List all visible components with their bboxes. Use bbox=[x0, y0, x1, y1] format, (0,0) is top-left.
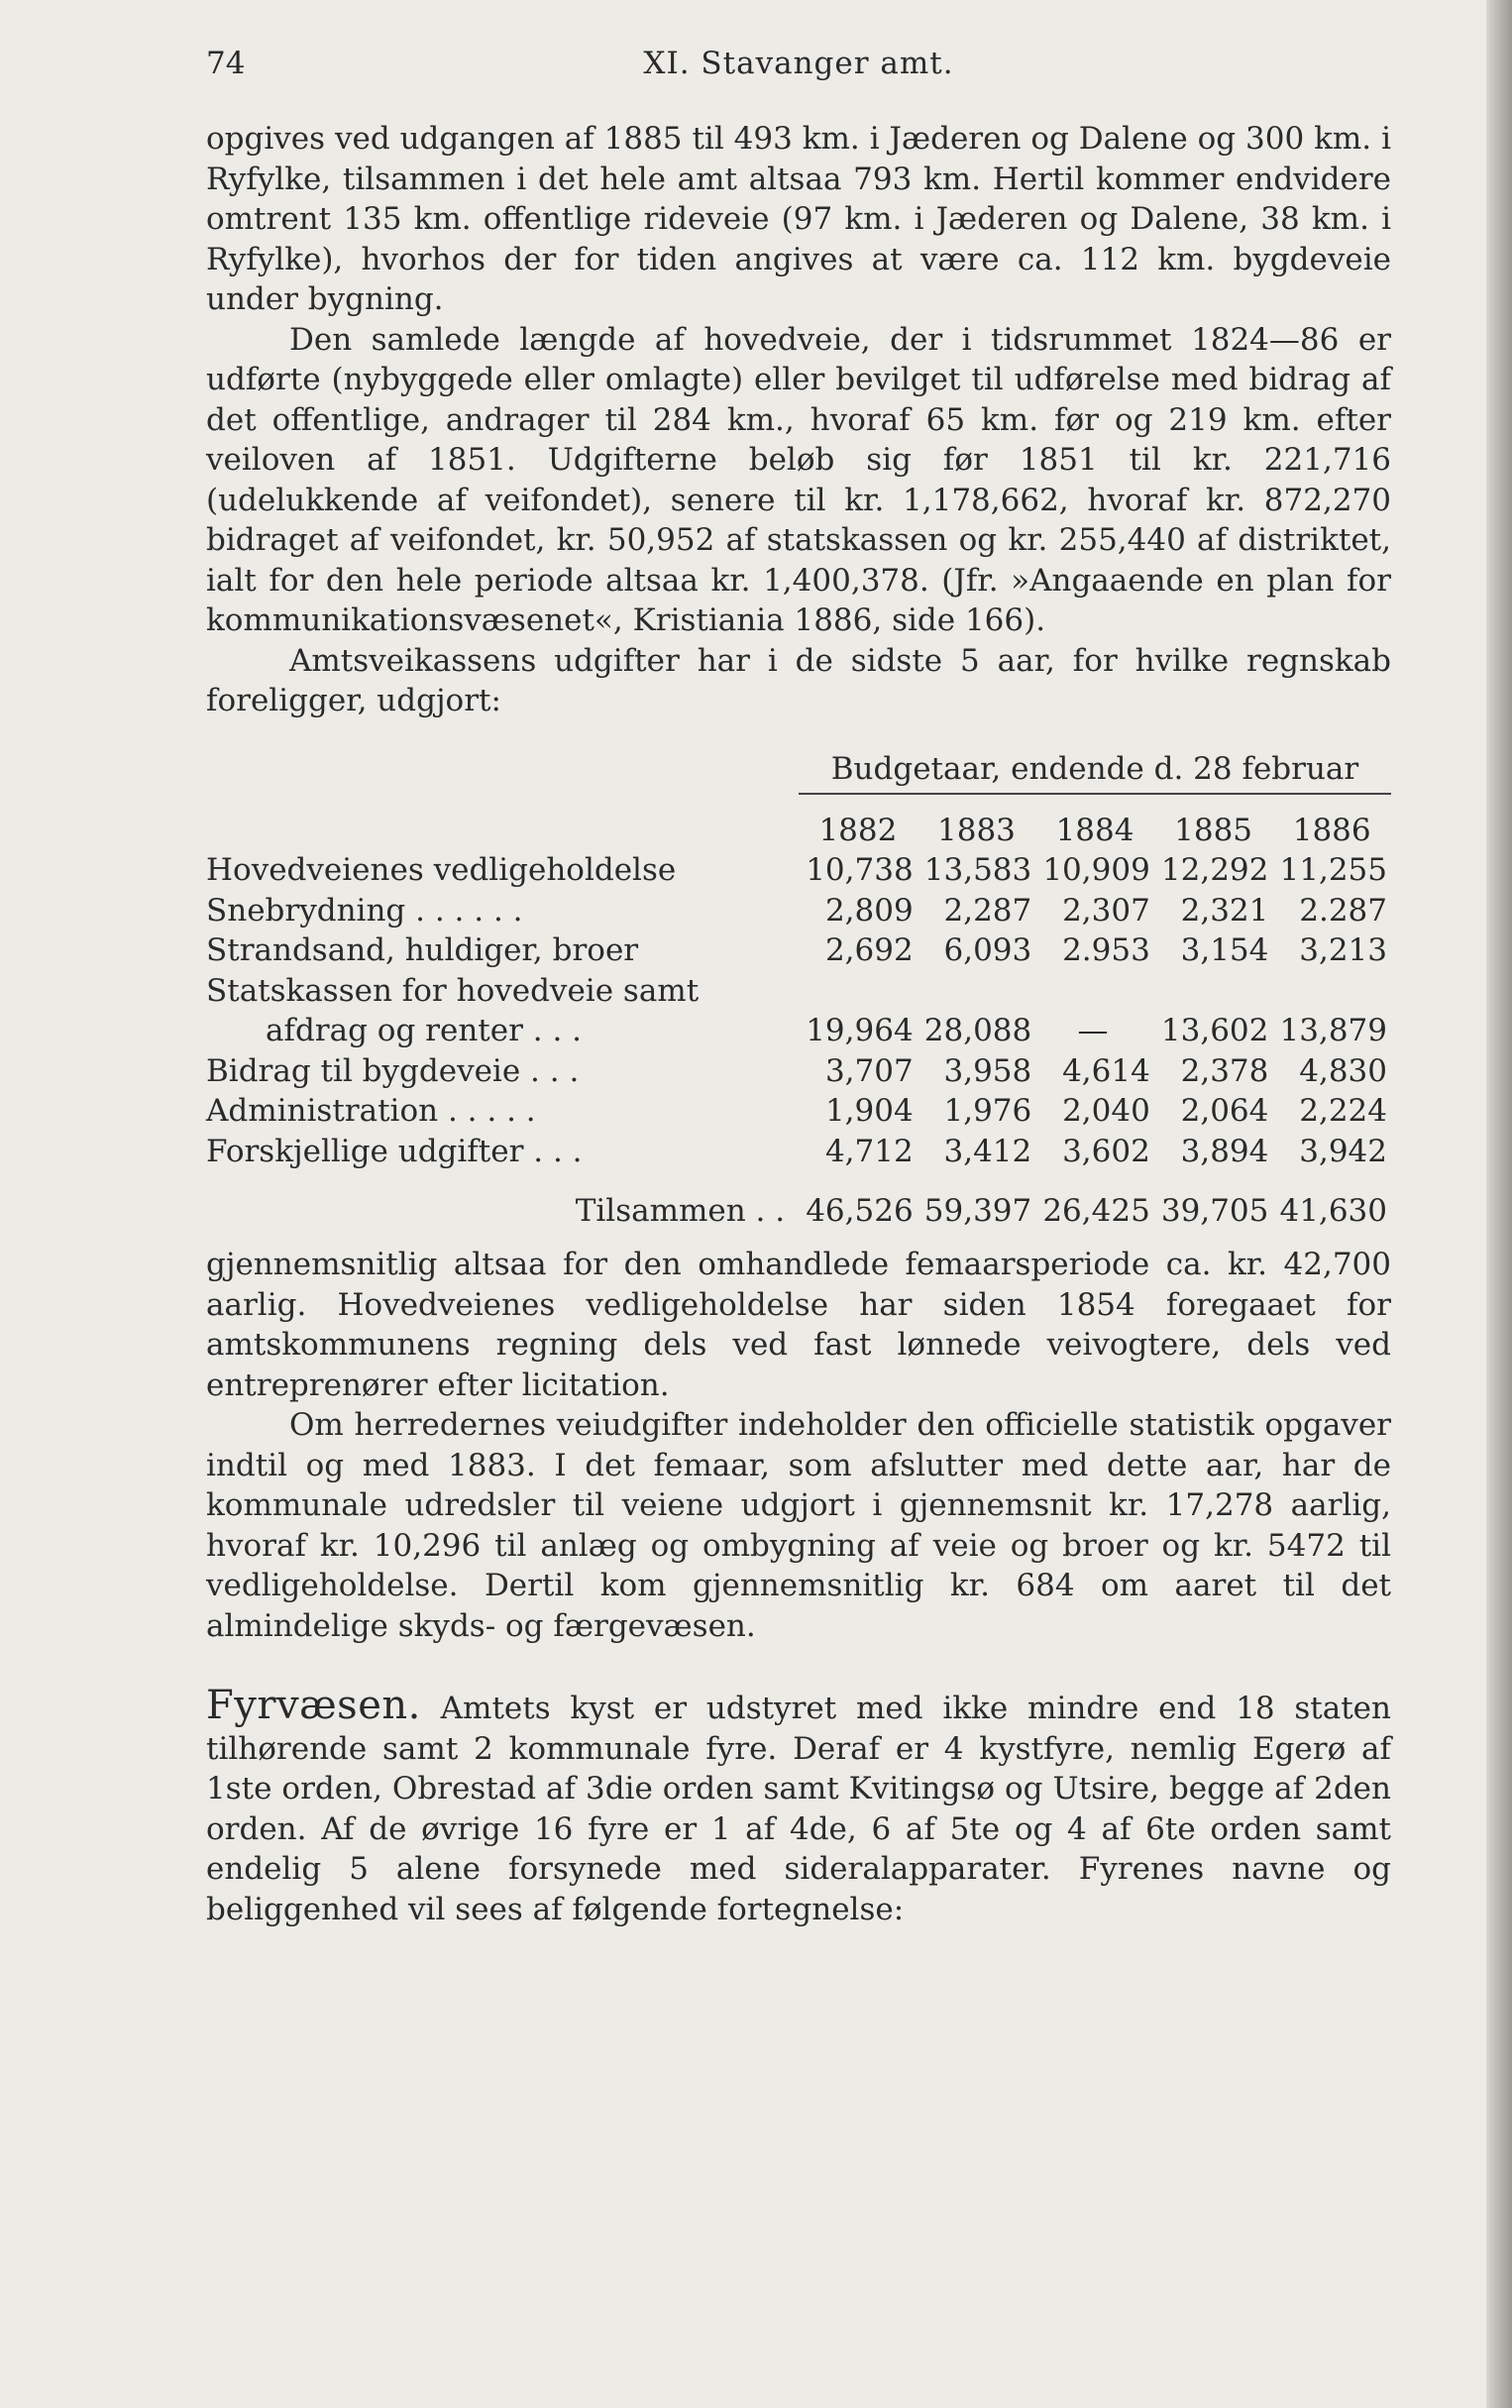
cell-value: 10,909 bbox=[1042, 852, 1150, 888]
cell-value: 4,712 bbox=[824, 1133, 914, 1169]
cell-value: 3,213 bbox=[1299, 932, 1387, 968]
cell-value: 11,255 bbox=[1279, 852, 1387, 888]
row-label: Administration . . . . . bbox=[206, 1093, 536, 1129]
total-label: Tilsammen . . bbox=[575, 1192, 786, 1229]
lighthouses-body: Amtets kyst er udstyret med ikke mindre end 18 staten tilhørende samt 2 kommunale fyre. Deraf er 4 kystfyre, nemlig Egerø af 1ste orden, Obrestad af 3die orden samt Kvitingsø og Utsire, begge af 2den orden. Af de øvrige 16 fyre er 1 af 4de, 6 af 5te og 4 af 6te orden samt endelig 5 alene forsynede med sideralapparater. Fyrenes navne og beliggenhed vil sees af følgende fortegnelse: bbox=[206, 1691, 1391, 1927]
budget-heading: Budgetaar, endende d. 28 februar bbox=[799, 749, 1391, 796]
year-header: 1882 bbox=[818, 812, 898, 848]
cell-value: — bbox=[1077, 1013, 1109, 1048]
year-header: 1886 bbox=[1292, 812, 1371, 848]
cell-value: 10,738 bbox=[806, 852, 914, 888]
row-label: Statskassen for hovedveie samt bbox=[206, 972, 700, 1009]
table-row bbox=[206, 1091, 1391, 1132]
cell-value: 2,378 bbox=[1180, 1052, 1269, 1089]
paragraph-roads: opgives ved udgangen af 1885 til 493 km. i Jæderen og Dalene og 300 km. i Ryfylke, tilsammen i det hele amt altsaa 793 km. Hertil kommer endvidere omtrent 135 km. offentlige rideveie (97 km. i Jæderen og Dalene, 38 km. i Ryfylke), hvorhos der for tiden angives at være ca. 112 km. bygdeveie under bygning. bbox=[206, 121, 1391, 317]
total-value: 41,630 bbox=[1279, 1192, 1387, 1229]
cell-value: 3,412 bbox=[943, 1133, 1032, 1169]
table-row bbox=[206, 1132, 1391, 1172]
cell-value: 2,287 bbox=[943, 892, 1032, 929]
page-edge bbox=[1486, 0, 1512, 2408]
section-title-lighthouses: Fyrvæsen. bbox=[206, 1683, 421, 1728]
spacer bbox=[206, 1231, 1391, 1245]
total-value: 46,526 bbox=[806, 1192, 914, 1229]
row-label: Bidrag til bygdeveie . . . bbox=[206, 1052, 580, 1089]
table-row bbox=[206, 1051, 1391, 1092]
paragraph-average: gjennemsnitlig altsaa for den omhandlede femaarsperiode ca. kr. 42,700 aarlig. Hovedveienes vedligeholdelse har siden 1854 foregaaet for amtskommunens regning dels ved fast lønnede veivogtere, dels ved entreprenører efter licitation. bbox=[206, 1247, 1391, 1403]
cell-value: 3,707 bbox=[824, 1052, 914, 1089]
cell-value: 2,692 bbox=[824, 932, 914, 968]
cell-value: 13,879 bbox=[1279, 1013, 1387, 1048]
cell-value: 1,976 bbox=[943, 1093, 1032, 1129]
paragraph-main-roads: Den samlede længde af hovedveie, der i tidsrummet 1824—86 er udførte (nybyggede eller omlagte) eller bevilget til udførelse med bidrag af det offentlige, andrager til 284 km., hvoraf 65 km. før og 219 km. efter veiloven af 1851. Udgifterne beløb sig før 1851 til kr. 221,716 (udelukkende af veifondet), senere til kr. 1,178,662, hvoraf kr. 872,270 bidraget af veifondet, kr. 50,952 af statskassen og kr. 255,440 af distriktet, ialt for den hele periode altsaa kr. 1,400,378. (Jfr. »Angaaende en plan for kommunikationsvæsenet«, Kristiania 1886, side 166). bbox=[206, 321, 1391, 638]
cell-value: 3,154 bbox=[1180, 932, 1269, 968]
row-label: afdrag og renter . . . bbox=[266, 1013, 583, 1048]
cell-value: 3,894 bbox=[1180, 1133, 1269, 1169]
year-header: 1885 bbox=[1174, 812, 1253, 848]
year-header: 1884 bbox=[1055, 812, 1134, 848]
cell-value: 2.953 bbox=[1062, 932, 1150, 968]
cell-value: 2,040 bbox=[1062, 1093, 1150, 1129]
table-row bbox=[206, 850, 1391, 891]
total-row bbox=[206, 1171, 1391, 1231]
paragraph-district-expenses: Om herredernes veiudgifter indeholder den officielle statistik opgaver indtil og med 1883. I det femaar, som afslutter med dette aar, har de kommunale udredsler til veiene udgjort i gjennemsnit kr. 17,278 aarlig, hvoraf kr. 10,296 til anlæg og ombygning af veie og broer og kr. 5472 til vedligeholdelse. Dertil kom gjennemsnitlig kr. 684 om aaret til det almindelige skyds- og færgevæsen. bbox=[206, 1407, 1391, 1644]
cell-value: 2,321 bbox=[1180, 892, 1269, 929]
row-label: Strandsand, huldiger, broer bbox=[206, 932, 639, 968]
total-value: 39,705 bbox=[1160, 1192, 1269, 1229]
year-header: 1883 bbox=[937, 812, 1016, 848]
table-header-row bbox=[206, 799, 1391, 850]
table-row bbox=[206, 1011, 1391, 1051]
row-label: Hovedveienes vedligeholdelse bbox=[206, 852, 677, 888]
cell-value: 2,224 bbox=[1299, 1093, 1387, 1129]
table-row bbox=[206, 971, 1391, 1012]
table-row bbox=[206, 891, 1391, 931]
cell-value: 4,830 bbox=[1299, 1052, 1387, 1089]
cell-value: 12,292 bbox=[1160, 852, 1269, 888]
table-row bbox=[206, 930, 1391, 971]
header-blank bbox=[206, 799, 799, 850]
page-number: 74 bbox=[206, 46, 246, 81]
total-value: 59,397 bbox=[923, 1192, 1032, 1229]
cell-value: 3,602 bbox=[1062, 1133, 1150, 1169]
cell-value: 1,904 bbox=[824, 1093, 914, 1129]
cell-value: 6,093 bbox=[943, 932, 1032, 968]
cell-value: 3,958 bbox=[943, 1052, 1032, 1089]
cell-value: 19,964 bbox=[806, 1013, 914, 1048]
cell-value: 2,307 bbox=[1062, 892, 1150, 929]
running-title: XI. Stavanger amt. bbox=[643, 46, 954, 81]
cell-value: 28,088 bbox=[923, 1013, 1032, 1048]
total-value: 26,425 bbox=[1042, 1192, 1150, 1229]
expenses-table bbox=[206, 799, 1391, 1231]
cell-value: 13,583 bbox=[923, 852, 1032, 888]
cell-value: 2,064 bbox=[1180, 1093, 1269, 1129]
row-label: Forskjellige udgifter . . . bbox=[206, 1133, 583, 1169]
paragraph-lighthouses bbox=[206, 1683, 1391, 1929]
cell-value: 4,614 bbox=[1062, 1052, 1150, 1089]
cell-value: 3,942 bbox=[1299, 1133, 1387, 1169]
cell-value: 2.287 bbox=[1299, 892, 1387, 929]
page-header bbox=[206, 44, 1391, 83]
cell-value: 13,602 bbox=[1160, 1013, 1269, 1048]
paragraph-expenses-intro: Amtsveikassens udgifter har i de sidste 5 aar, for hvilke regnskab foreligger, udgjort: bbox=[206, 642, 1391, 718]
page-content bbox=[206, 44, 1391, 1929]
cell-value: 2,809 bbox=[824, 892, 914, 929]
row-label: Snebrydning . . . . . . bbox=[206, 892, 523, 929]
